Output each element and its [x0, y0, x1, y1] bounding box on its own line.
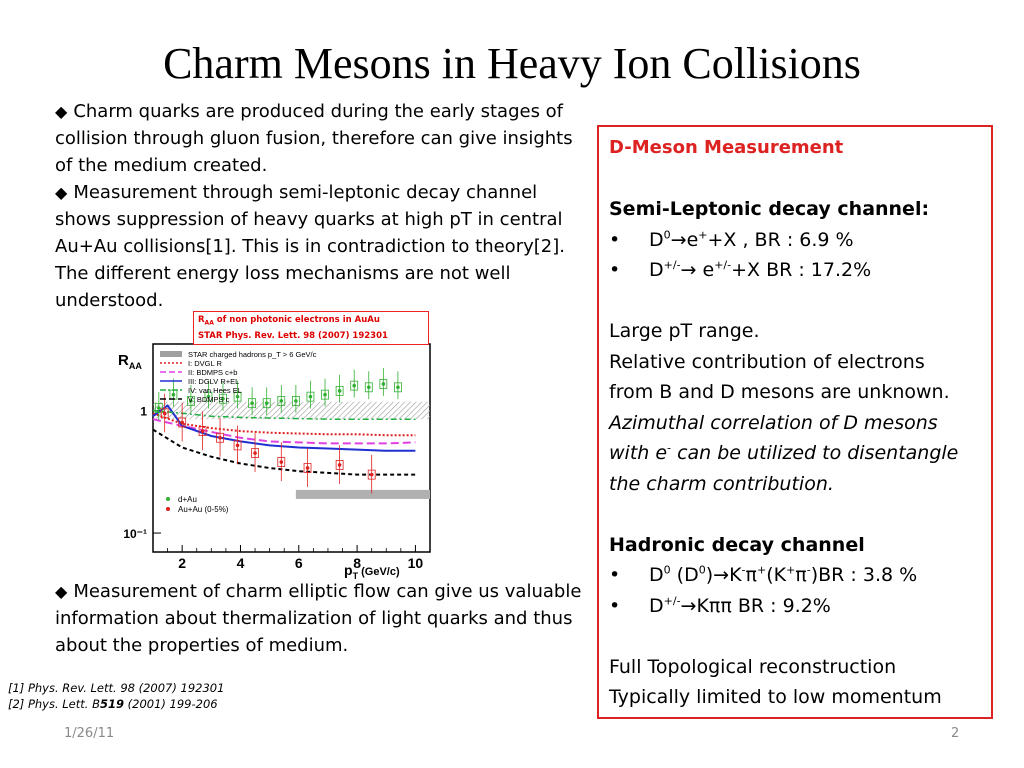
charged-hadron-band	[296, 490, 430, 499]
legend-marker	[166, 507, 170, 511]
semi-leptonic-item-1: • $D^0\to e^++X$ , BR : 6.9 %	[609, 228, 854, 251]
reference-1: [1] Phys. Rev. Lett. 98 (2007) 192301	[8, 681, 225, 695]
raa-chart	[108, 308, 438, 580]
data-point	[323, 393, 327, 397]
legend-label: V: BDMPS c	[188, 395, 230, 404]
data-point	[338, 463, 342, 467]
y-tick-label: 1	[140, 404, 147, 419]
data-point	[253, 451, 257, 455]
diamond-bullet-icon: ◆	[55, 183, 68, 202]
footer-page-number: 2	[951, 726, 960, 741]
data-point	[352, 384, 356, 388]
figure-caption	[193, 311, 429, 345]
data-point	[279, 460, 283, 464]
theory-curve	[153, 430, 415, 475]
data-point	[306, 466, 310, 470]
data-point	[201, 429, 205, 433]
data-point	[236, 395, 240, 399]
theory-curve	[153, 419, 415, 443]
reference-2: [2] Phys. Lett. B519 (2001) 199-206	[8, 697, 218, 711]
figure-caption-line1: $R_{AA}$ of non photonic electrons in AuAu	[198, 315, 380, 327]
legend-label: Au+Au (0-5%)	[178, 505, 229, 514]
data-point	[250, 401, 254, 405]
slide-title: Charm Mesons in Heavy Ion Collisions	[163, 39, 861, 88]
x-axis-label: $p_T$ $^{(GeV/c)}$	[344, 562, 400, 580]
bullet-measurement-text: Measurement through semi-leptonic decay channel shows suppression of heavy quarks at high pT in central Au+Au collisions[1]. This is in contradiction to theory[2]. The different energy loss mechanisms are not well understood.	[55, 182, 565, 311]
x-tick-label: 8	[353, 555, 362, 571]
azimuthal-line-1: Azimuthal correlation of D mesons	[609, 411, 938, 434]
data-point	[396, 386, 400, 390]
legend-label: II: BDMPS c+b	[188, 368, 238, 377]
bullet-elliptic-flow	[55, 578, 585, 659]
footer-date: 1/26/11	[64, 726, 115, 741]
data-point	[172, 393, 176, 397]
hadronic-item-2: • D+/-→Kππ BR : 9.2%	[609, 594, 831, 617]
large-pt-line: Large pT range.	[609, 320, 760, 342]
semi-leptonic-title: Semi-Leptonic decay channel:	[609, 198, 930, 220]
data-point	[265, 401, 269, 405]
data-point	[309, 395, 313, 399]
data-point	[294, 399, 298, 403]
legend-label: III: DGLV R+EL	[188, 377, 240, 386]
y-tick-label: 10⁻¹	[123, 527, 147, 542]
legend-label: I: DVGL R	[188, 359, 222, 368]
x-tick-label: 4	[236, 555, 245, 571]
x-tick-label: 6	[294, 555, 303, 571]
full-topological-line: Full Topological reconstruction	[609, 655, 897, 678]
azimuthal-line-3: the charm contribution.	[609, 472, 834, 495]
bullet-elliptic-flow-text: Measurement of charm elliptic flow can give us valuable information about thermalization of light quarks and thus about the properties of medium.	[55, 581, 582, 656]
x-tick-label: 2	[178, 555, 187, 571]
hadronic-item-1: • $D^0$ $(D^0)\to K^-\pi^+(K^+\pi^-)BR$ : 3.8 %	[609, 563, 918, 586]
data-point	[180, 421, 184, 425]
box-heading: D-Meson Measurement	[609, 137, 844, 158]
y-axis-label: $R_{AA}$	[118, 352, 142, 371]
data-point	[236, 444, 240, 448]
data-point	[370, 473, 374, 477]
semi-leptonic-item-2: • D+/-→ e+/-+X BR : 17.2%	[609, 258, 872, 281]
references	[8, 680, 224, 712]
azimuthal-line-2: with e- can be utilized to disentangle	[609, 441, 959, 464]
legend-marker	[166, 497, 170, 501]
left-bullets-top	[55, 98, 585, 314]
figure-caption-line2: STAR Phys. Rev. Lett. 98 (2007) 192301	[198, 330, 388, 341]
relative-contribution-line-1: Relative contribution of electrons	[609, 350, 925, 373]
legend-label: STAR charged hadrons p_T > 6 GeV/c	[188, 350, 317, 359]
diamond-bullet-icon: ◆	[55, 582, 68, 601]
data-point	[157, 406, 161, 410]
data-point	[279, 399, 283, 403]
data-point	[382, 382, 386, 386]
legend-swatch	[160, 351, 182, 357]
data-point	[218, 436, 222, 440]
data-point	[338, 389, 342, 393]
data-point	[367, 386, 371, 390]
data-point	[163, 412, 167, 416]
x-tick-label: 10	[407, 555, 424, 571]
bullet-production	[55, 98, 585, 179]
raa-figure	[108, 308, 438, 580]
hadronic-title: Hadronic decay channel	[609, 533, 865, 556]
legend-label: d+Au	[178, 495, 197, 504]
relative-contribution-line-2: from B and D mesons are unknown.	[609, 381, 950, 403]
d-meson-box	[597, 125, 993, 719]
bullet-measurement	[55, 179, 585, 314]
left-bullets-bottom	[55, 578, 585, 659]
legend-label: IV: van Hees EL	[188, 386, 242, 395]
low-momentum-line: Typically limited to low momentum	[609, 686, 942, 708]
diamond-bullet-icon: ◆	[55, 102, 68, 121]
bullet-production-text: Charm quarks are produced during the early stages of collision through gluon fusion, therefore can give insights of the medium created.	[55, 101, 573, 176]
